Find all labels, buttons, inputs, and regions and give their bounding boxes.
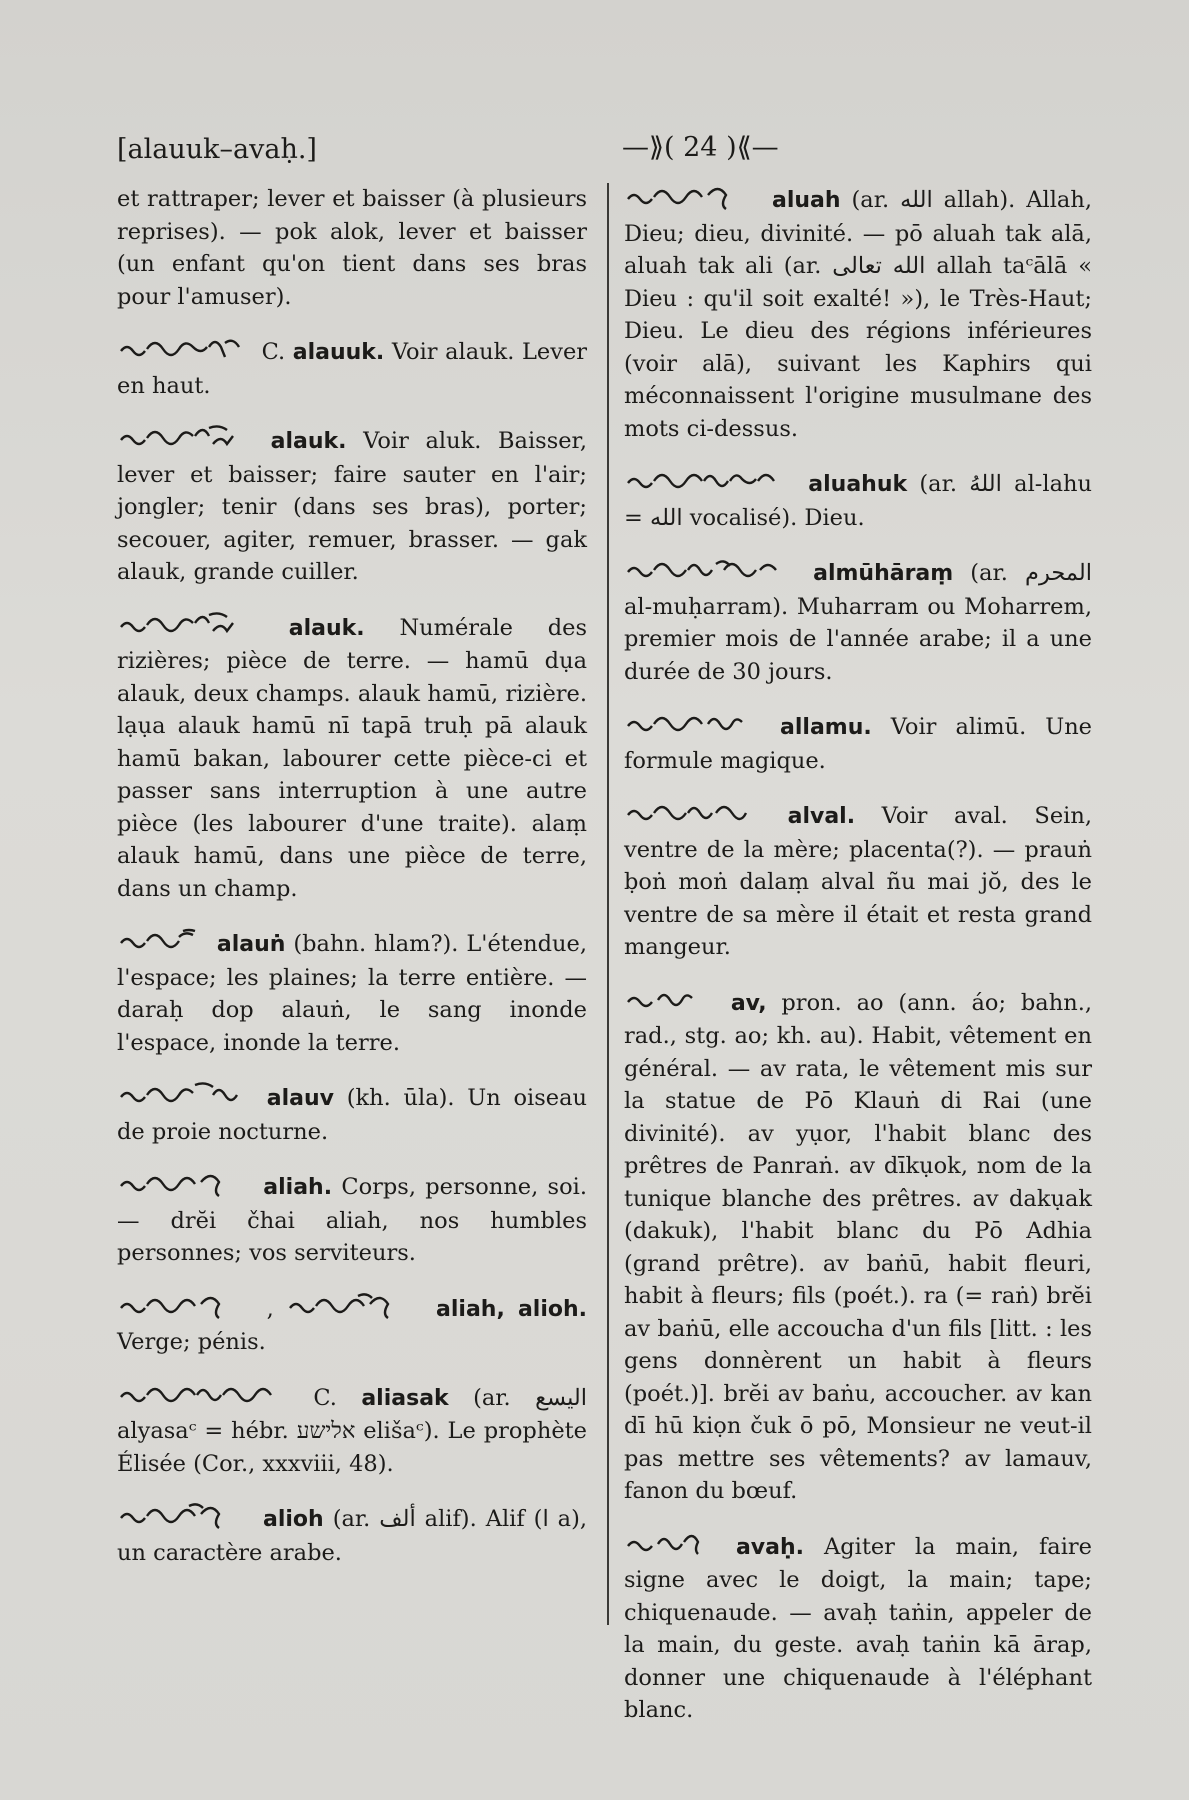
cham-script-glyph [624, 710, 749, 738]
cham-script-glyph [624, 1530, 704, 1558]
dictionary-entry [624, 986, 1092, 1508]
entry-headword: aluah [771, 188, 841, 213]
entry-headword: alval. [787, 804, 856, 829]
entry-text: (ar. اليسع alyasaᶜ = hébr. אלישע elišaᶜ). Le prophète Élisée (Cor., xxxviii, 48). [117, 1384, 588, 1477]
entry-headword: alauuk. [292, 340, 385, 365]
entry-text: (ar. اللهُ al-lahu = الله vocalisé). Dieu. [624, 471, 1092, 531]
dictionary-entry [624, 710, 1092, 777]
cham-script-glyph [117, 927, 197, 955]
entry-prefix: C. [261, 339, 286, 365]
cham-script-glyph [624, 986, 704, 1014]
entry-text: Verge; pénis. [117, 1329, 266, 1355]
entry-headword: avaḥ. [735, 1534, 805, 1560]
cham-script-glyph [117, 1381, 277, 1409]
cham-script-glyph [117, 1292, 242, 1320]
entry-text: (ar. المحرم al-muḥarram). Muharram ou Moharrem, premier mois de l'année arabe; il a une durée de 30 jours. [624, 560, 1092, 685]
column-divider [607, 183, 609, 1625]
entry-text: Voir aluk. Baisser, lever et baisser; faire sauter en l'air; jongler; tenir (dans ses bras), porter; secouer, agiter, remuer, brasser. — gak alauk, grande cuiller. [117, 428, 587, 585]
dictionary-entry [624, 467, 1092, 534]
continuation-text: et rattraper; lever et baisser (à plusieurs reprises). — pok alok, lever et baisser (un enfant qu'on tient dans ses bras pour l'amuser). [117, 186, 587, 310]
entry-prefix: , [266, 1295, 274, 1322]
entry-text: Numérale des rizières; pièce de terre. — hamū dụa alauk, deux champs. alauk hamū, rizière. lạụa alauk hamū nī tapā truḥ pā alauk hamū bakan, labourer cette pièce-ci et passer sans interruption à une autre pièce (les labourer d'une traite). alaṃ alauk hamū, dans une pièce de terre, dans un champ. [117, 614, 588, 902]
dictionary-entry [624, 1530, 1092, 1727]
entry-headword: almūhāraṃ [813, 561, 954, 586]
dictionary-entry [117, 1381, 587, 1481]
dictionary-entry [117, 424, 587, 589]
cham-script-glyph [624, 467, 784, 495]
entry-headword: alauk. [288, 615, 365, 641]
entry-text: Corps, personne, soi. — drĕi čhai aliah, nos humbles personnes; vos serviteurs. [117, 1174, 587, 1266]
entry-text: Agiter la main, faire signe avec le doigt, la main; tape; chiquenaude. — avaḥ taṅin, appeler de la main, du geste. avaḥ taṅin kā ārap, donner une chiquenaude à l'éléphant blanc. [624, 1533, 1092, 1723]
entry-headword: aliasak [361, 1385, 449, 1411]
dictionary-entry [624, 556, 1092, 688]
dictionary-entry [117, 335, 587, 402]
dictionary-entry [117, 1170, 587, 1270]
dictionary-entry [117, 1502, 587, 1569]
entry-headword: allamu. [780, 715, 872, 740]
right-column [624, 183, 1092, 1749]
cham-script-glyph [624, 183, 749, 211]
dictionary-entry [624, 799, 1092, 964]
cham-script-glyph [117, 1081, 242, 1109]
cham-script-glyph [624, 556, 784, 584]
entry-headword: av, [730, 990, 767, 1016]
entry-headword: aluahuk [808, 472, 908, 497]
cham-script-glyph [117, 1502, 242, 1530]
entry-headword: aliah, alioh. [436, 1296, 588, 1322]
entry-headword: alauk. [270, 429, 347, 454]
cham-script-glyph [286, 1292, 411, 1320]
entry-text: (ar. الله allah). Allah, Dieu; dieu, divinité. — pō aluah tak alā, aluah tak ali (ar. الله تعالى allah taᶜālā « Dieu : qu'il soit exalté! »), le Très-Haut; Dieu. Le dieu des régions inférieures (voir alā), suivant les Kaphirs qui méconnaissent l'origine musulmane des mots ci-dessus. [624, 187, 1092, 442]
dictionary-entry [624, 183, 1092, 445]
cham-script-glyph [117, 1170, 242, 1198]
entry-text: (bahn. hlam?). L'étendue, l'espace; les plaines; la terre entière. — daraḥ dop alauṅ, le sang inonde l'espace, inonde la terre. [117, 931, 587, 1056]
dictionary-entry [117, 1081, 587, 1148]
cham-script-glyph [624, 799, 749, 827]
cham-script-glyph [117, 424, 242, 452]
entry-text: pron. ao (ann. áo; bahn., rad., stg. ao; kh. au). Habit, vêtement en général. — av rata, le vêtement mis sur la statue de Pō Klauṅ di Rai (une divinité). av yụor, l'habit blanc des prêtres de Panraṅ. av dīkụok, nom de la tunique blanche des prêtres. av dakụak (dakuk), l'habit blanc du Pō Adhia (grand prêtre). av baṅū, habit fleuri, habit à fleurs; fils (poét.). ra (= raṅ) brĕi av baṅū, elle accoucha d'un fils [litt. : les gens donnèrent un habit à fleurs (poét.)]. brĕi av baṅu, accoucher. av kan dī hū kiọn čuk ō pō, Monsieur ne veut-il pas mettre ses vêtements? av lamauv, fanon du bœuf. [624, 989, 1092, 1504]
entry-text: Voir aval. Sein, ventre de la mère; placenta(?). — prauṅ ḅoṅ moṅ dalaṃ alval ñu mai jŏ, des le ventre de sa mère il était et resta grand mangeur. [624, 803, 1092, 960]
entry-text: (ar. ألف alif). Alif (ا a), un caractère arabe. [117, 1506, 588, 1566]
cham-script-glyph [117, 611, 242, 639]
entry-headword: alauṅ [216, 932, 286, 957]
page-number: —⟫( 24 )⟪— [622, 132, 779, 163]
entry-headword: aliah. [263, 1175, 333, 1200]
dictionary-entry [117, 611, 587, 906]
running-title: [alauuk–avaḥ.] [117, 134, 317, 165]
entry-headword: alioh [262, 1507, 324, 1532]
cham-script-glyph [117, 335, 242, 363]
dictionary-entry [117, 1292, 587, 1359]
entry-text: Voir alauk. Lever en haut. [117, 339, 588, 399]
left-column [117, 183, 587, 1591]
entry-headword: alauv [266, 1086, 334, 1111]
entry-text: (kh. ūla). Un oiseau de proie nocturne. [117, 1085, 588, 1145]
entry-text: Voir alimū. Une formule magique. [624, 714, 1092, 774]
page-header [117, 132, 1097, 172]
entry-prefix: C. [313, 1384, 337, 1411]
dictionary-entry [117, 927, 587, 1059]
